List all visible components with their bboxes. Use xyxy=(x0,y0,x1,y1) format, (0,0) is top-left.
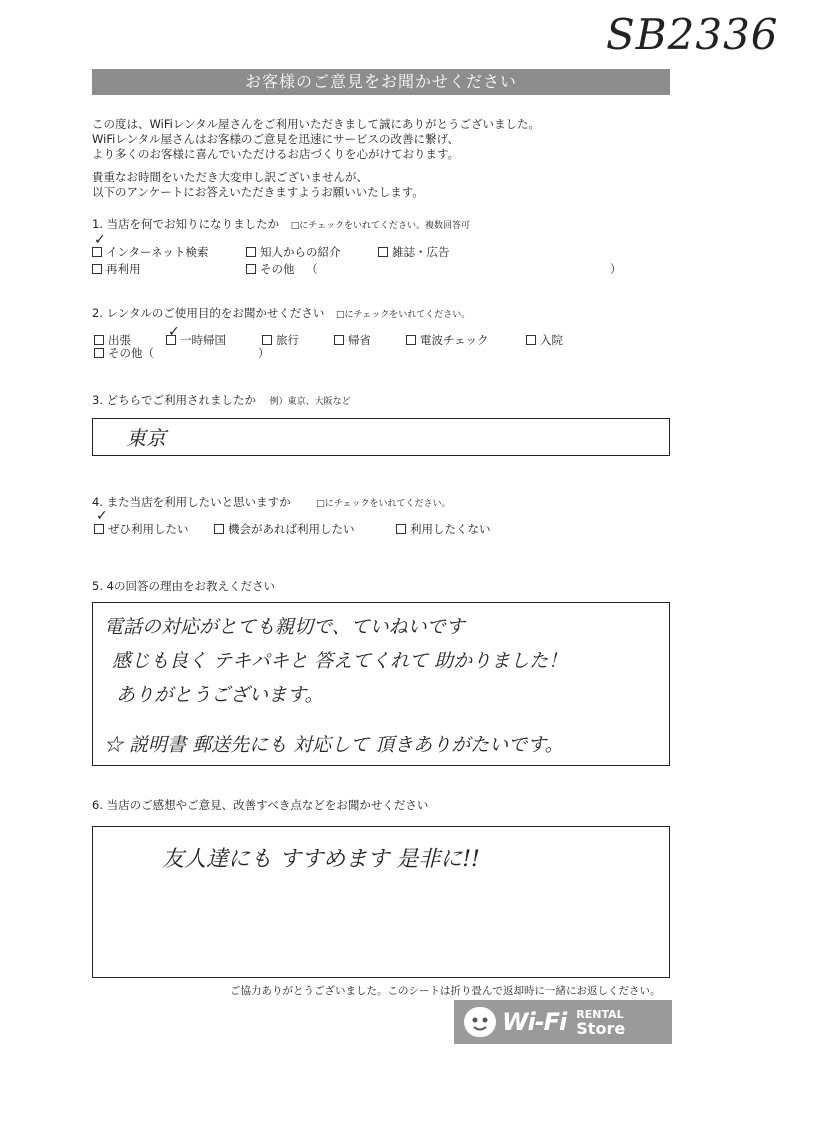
q5-answer-line: ☆ 説明書 郵送先にも 対応して 頂きありがたいです。 xyxy=(104,734,564,756)
intro-line: より多くのお客様に喜んでいただけるお店づくりを心がけております。 xyxy=(92,147,460,161)
q3-answer-box[interactable] xyxy=(92,418,670,456)
page-title: お客様のご意見をお聞かせください xyxy=(92,69,670,95)
check-mark-icon: ✓ xyxy=(96,508,108,524)
q3-answer: 東京 xyxy=(126,426,166,450)
checkbox-icon xyxy=(94,348,104,358)
checkbox-icon xyxy=(92,247,102,257)
logo-wifi-text: Wi-Fi xyxy=(502,1008,567,1036)
q1-option-reuse[interactable]: 再利用 xyxy=(92,261,141,277)
checkbox-icon xyxy=(406,335,416,345)
q2-other-close: ） xyxy=(258,346,270,360)
intro-text-2 xyxy=(92,170,424,200)
checkbox-icon xyxy=(166,335,176,345)
checkbox-icon xyxy=(92,264,102,274)
logo-store-text: Store xyxy=(576,1019,626,1038)
q1-option-other[interactable]: その他 （ xyxy=(246,261,318,277)
q4-option-definitely[interactable]: ぜひ利用したい xyxy=(94,521,189,537)
check-mark-icon: ✓ xyxy=(94,232,106,248)
q6-answer: 友人達にも すすめます 是非に!! xyxy=(162,847,480,872)
checkbox-icon xyxy=(246,264,256,274)
q3-label: 3. どちらでご利用されましたか 例）東京、大阪など xyxy=(92,393,351,407)
intro-line: 以下のアンケートにお答えいただきますようお願いいたします。 xyxy=(92,185,424,199)
q2-option-hospital[interactable]: 入院 xyxy=(526,332,563,348)
logo-rental-text: RENTAL xyxy=(576,1008,624,1021)
q1-option-internet[interactable]: インターネット検索 xyxy=(92,244,208,260)
checkbox-icon xyxy=(94,335,104,345)
q2-option-other[interactable]: その他（ xyxy=(94,345,154,361)
mascot-icon xyxy=(464,1007,496,1037)
check-mark-icon: ✓ xyxy=(168,324,180,340)
q5-label: 5. 4の回答の理由をお教えください xyxy=(92,579,275,593)
checkbox-icon xyxy=(94,524,104,534)
q4-note: □にチェックをいれてください。 xyxy=(316,499,451,509)
checkbox-icon xyxy=(262,335,272,345)
q2-option-visit-home[interactable]: 帰省 xyxy=(334,332,371,348)
q4-option-no[interactable]: 利用したくない xyxy=(396,521,491,537)
checkbox-icon xyxy=(378,247,388,257)
q1-label: 1. 当店を何でお知りになりましたか □にチェックをいれてください。複数回答可 xyxy=(92,217,471,231)
intro-line: 貴重なお時間をいただき大変申し訳ございませんが、 xyxy=(92,170,368,184)
q5-answer-line: 感じも良く テキパキと 答えてくれて 助かりました！ xyxy=(112,650,568,672)
q2-option-signal-check[interactable]: 電波チェック xyxy=(406,332,489,348)
wifi-rental-store-logo xyxy=(454,1000,672,1044)
checkbox-icon xyxy=(526,335,536,345)
q1-other-close: ） xyxy=(610,262,622,276)
footer-note: ご協力ありがとうございました。このシートは折り畳んで返却時に一緒にお返しください。 xyxy=(230,985,661,997)
q3-note: 例）東京、大阪など xyxy=(269,397,351,407)
q6-label: 6. 当店のご感想やご意見、改善すべき点などをお聞かせください xyxy=(92,798,429,812)
intro-line: この度は、WiFiレンタル屋さんをご利用いただきまして誠にありがとうございました。 xyxy=(92,117,541,131)
checkbox-icon xyxy=(334,335,344,345)
doc-id: SB2336 xyxy=(606,10,779,59)
q5-answer-line: 電話の対応がとても親切で、ていねいです xyxy=(104,616,465,638)
intro-line: WiFiレンタル屋さんはお客様のご意見を迅速にサービスの改善に繋げ、 xyxy=(92,132,460,146)
q5-answer-line: ありがとうございます。 xyxy=(116,684,324,706)
q1-note: □にチェックをいれてください。複数回答可 xyxy=(290,221,471,231)
logo-right xyxy=(576,1008,625,1036)
checkbox-icon xyxy=(214,524,224,534)
q1-option-magazine[interactable]: 雑誌・広告 xyxy=(378,244,450,260)
q2-option-business[interactable]: 出張 xyxy=(94,332,131,348)
checkbox-icon xyxy=(396,524,406,534)
q4-label: 4. また当店を利用したいと思いますか □にチェックをいれてください。 xyxy=(92,495,451,509)
q2-label: 2. レンタルのご使用目的をお聞かせください □にチェックをいれてください。 xyxy=(92,306,471,320)
q1-option-referral[interactable]: 知人からの紹介 xyxy=(246,244,341,260)
q2-option-homecoming[interactable]: 一時帰国 xyxy=(166,332,226,348)
q2-note: □にチェックをいれてください。 xyxy=(336,310,471,320)
intro-text xyxy=(92,117,540,162)
q2-option-travel[interactable]: 旅行 xyxy=(262,332,299,348)
q4-option-maybe[interactable]: 機会があれば利用したい xyxy=(214,521,355,537)
checkbox-icon xyxy=(246,247,256,257)
